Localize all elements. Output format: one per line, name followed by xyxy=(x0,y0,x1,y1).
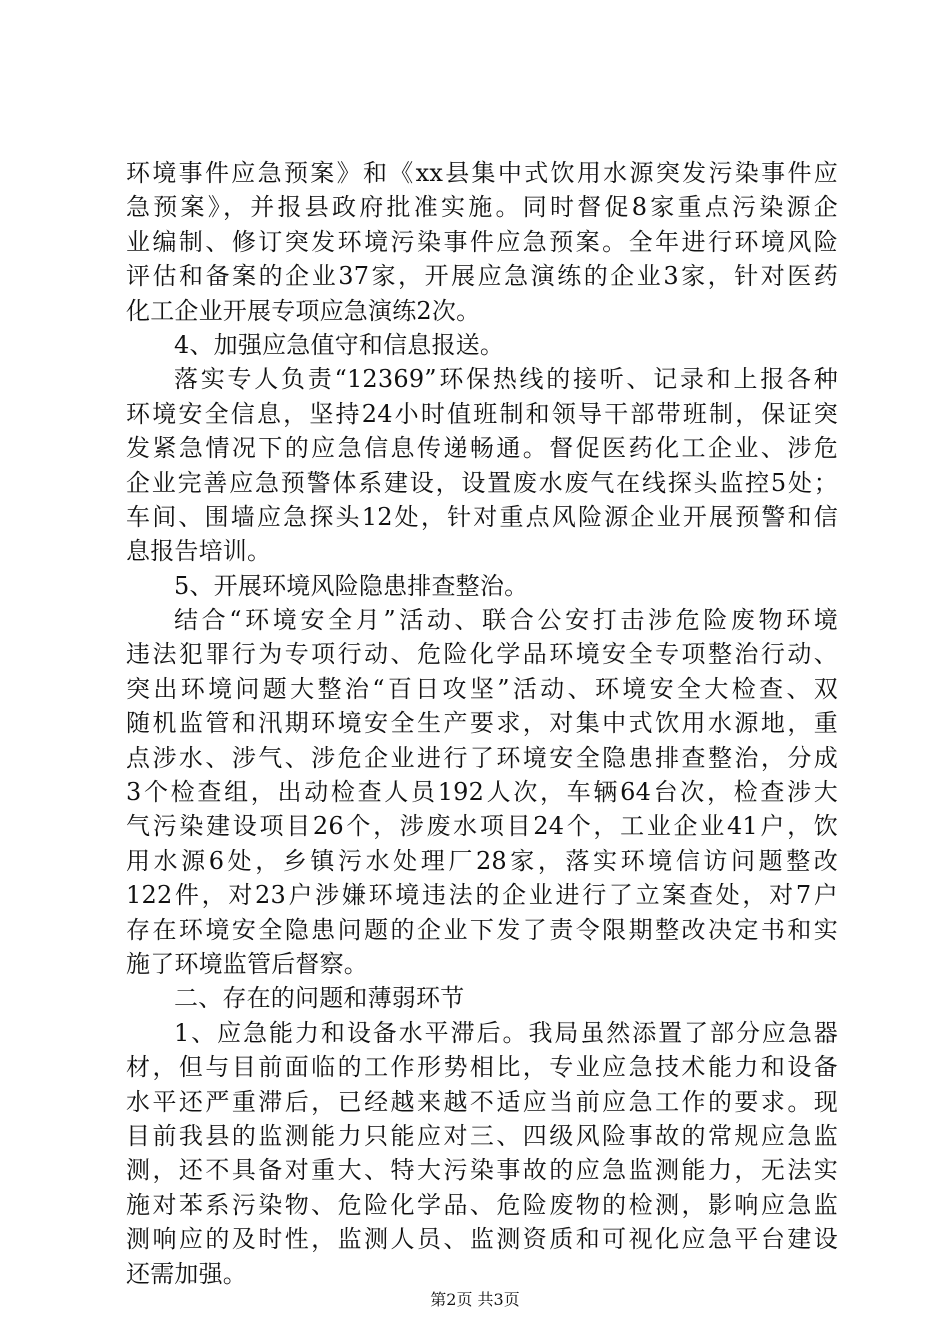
paragraph-line: 环境事件应急预案》和《xx县集中式饮用水源突发污染事件应 xyxy=(126,159,838,187)
paragraph-line: 1、应急能力和设备水平滞后。我局虽然添置了部分应急器 xyxy=(174,1018,838,1047)
paragraph-line: 息报告培训。 xyxy=(126,537,272,566)
paragraph-line: 水平还严重滞后，已经越来越不适应当前应急工作的要求。现 xyxy=(126,1087,838,1116)
paragraph-line: 结合“环境安全月”活动、联合公安打击涉危险废物环境 xyxy=(174,606,838,635)
section-heading-line: 二、存在的问题和薄弱环节 xyxy=(174,984,465,1013)
paragraph-line: 施了环境监管后督察。 xyxy=(126,949,368,978)
paragraph-line: 用水源6处，乡镇污水处理厂28家，落实环境信访问题整改 xyxy=(126,846,838,875)
paragraph-line: 测响应的及时性，监测人员、监测资质和可视化应急平台建设 xyxy=(126,1225,838,1254)
paragraph-line: 材，但与目前面临的工作形势相比，专业应急技术能力和设备 xyxy=(126,1053,838,1082)
paragraph-line: 存在环境安全隐患问题的企业下发了责令限期整改决定书和实 xyxy=(126,915,838,944)
paragraph-line: 发紧急情况下的应急信息传递畅通。督促医药化工企业、涉危 xyxy=(126,434,838,463)
paragraph-line: 环境安全信息，坚持24小时值班制和领导干部带班制，保证突 xyxy=(126,399,838,428)
paragraph-line: 气污染建设项目26个，涉废水项目24个，工业企业41户，饮 xyxy=(126,812,838,841)
paragraph-line: 企业完善应急预警体系建设，设置废水废气在线探头监控5处； xyxy=(126,468,838,497)
paragraph-line: 3个检查组，出动检查人员192人次，车辆64台次，检查涉大 xyxy=(126,778,838,807)
paragraph-line: 评估和备案的企业37家，开展应急演练的企业3家，针对医药 xyxy=(126,262,838,291)
paragraph-line: 车间、围墙应急探头12处，针对重点风险源企业开展预警和信 xyxy=(126,502,838,531)
paragraph-line: 化工企业开展专项应急演练2次。 xyxy=(126,296,481,325)
paragraph-line: 施对苯系污染物、危险化学品、危险废物的检测，影响应急监 xyxy=(126,1190,838,1219)
paragraph-line: 122件，对23户涉嫌环境违法的企业进行了立案查处，对7户 xyxy=(126,881,838,910)
paragraph-line: 突出环境问题大整治“百日攻坚”活动、环境安全大检查、双 xyxy=(126,674,838,703)
paragraph-line: 随机监管和汛期环境安全生产要求，对集中式饮用水源地，重 xyxy=(126,709,838,738)
section-heading-line: 4、加强应急值守和信息报送。 xyxy=(174,330,505,359)
paragraph-line: 落实专人负责“12369”环保热线的接听、记录和上报各种 xyxy=(174,365,838,394)
paragraph-line: 急预案》，并报县政府批准实施。同时督促8家重点污染源企 xyxy=(126,193,838,222)
section-heading-line: 5、开展环境风险隐患排查整治。 xyxy=(174,571,529,600)
paragraph-line: 目前我县的监测能力只能应对三、四级风险事故的常规应急监 xyxy=(126,1121,838,1150)
paragraph-line: 点涉水、涉气、涉危企业进行了环境安全隐患排查整治，分成 xyxy=(126,743,838,772)
document-body xyxy=(126,156,838,1291)
page-footer: 第2页 共3页 xyxy=(430,1290,520,1309)
paragraph-line: 违法犯罪行为专项行动、危险化学品环境安全专项整治行动、 xyxy=(126,640,838,669)
paragraph-line: 测，还不具备对重大、特大污染事故的应急监测能力，无法实 xyxy=(126,1156,838,1185)
paragraph-line: 业编制、修订突发环境污染事件应急预案。全年进行环境风险 xyxy=(126,227,838,256)
paragraph-line: 还需加强。 xyxy=(126,1259,247,1288)
